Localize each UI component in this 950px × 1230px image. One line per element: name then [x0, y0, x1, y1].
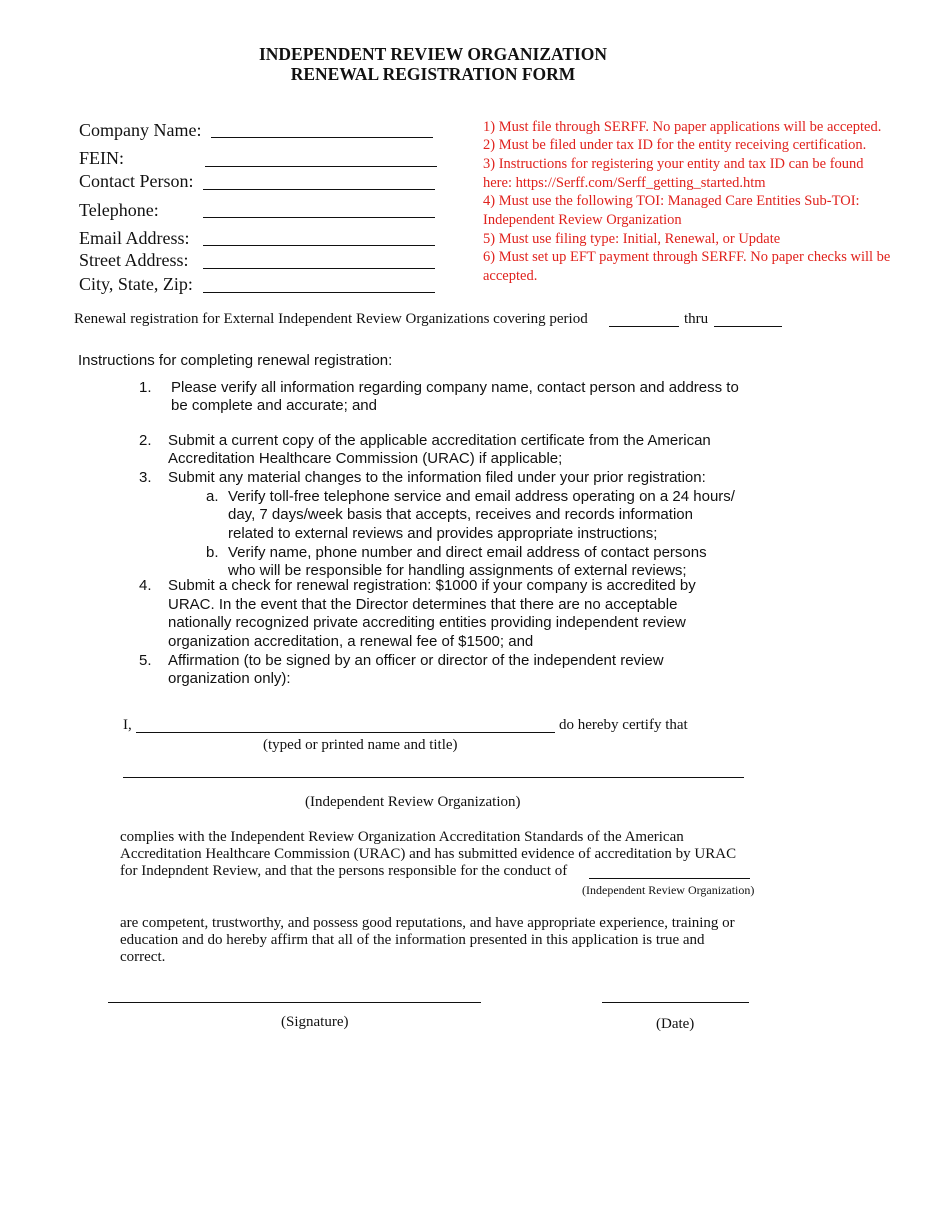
instruction-1-line2: be complete and accurate; and: [171, 397, 377, 414]
instruction-3a-line3: related to external reviews and provides appropriate instructions;: [228, 525, 658, 542]
instructions-heading: Instructions for completing renewal registration:: [78, 352, 393, 369]
contact-person-input[interactable]: [203, 189, 435, 190]
street-address-input[interactable]: [203, 268, 435, 269]
organization-name-input[interactable]: [123, 777, 744, 778]
instruction-4-line3: nationally recognized private accrediting entities providing independent review: [168, 614, 686, 631]
contact-person-label: Contact Person:: [79, 171, 194, 191]
date-caption: (Date): [656, 1016, 695, 1032]
note-line-1: 1) Must file through SERFF. No paper applications will be accepted.: [483, 119, 882, 135]
affirmation-para2-line2: education and do hereby affirm that all of the information presented in this application is true and: [120, 932, 705, 948]
note-line-5: 4) Must use the following TOI: Managed Care Entities Sub-TOI:: [483, 193, 860, 209]
instruction-4-line1: Submit a check for renewal registration: $1000 if your company is accredited by: [168, 577, 696, 594]
fein-label: FEIN:: [79, 148, 124, 168]
instruction-2-number: 2.: [139, 432, 152, 449]
responsible-organization-input[interactable]: [589, 878, 750, 879]
period-end-input[interactable]: [714, 326, 782, 327]
instruction-3-line1: Submit any material changes to the information filed under your prior registration:: [168, 469, 706, 486]
signature-input[interactable]: [108, 1002, 481, 1003]
affirmation-para2-line1: are competent, trustworthy, and possess good reputations, and have appropriate experience, training or: [120, 915, 735, 931]
instruction-3a-line2: day, 7 days/week basis that accepts, receives and records information: [228, 506, 693, 523]
instruction-4-line4: organization accreditation, a renewal fee of $1500; and: [168, 633, 534, 650]
city-state-zip-label: City, State, Zip:: [79, 274, 193, 294]
email-address-label: Email Address:: [79, 228, 190, 248]
instruction-5-line1: Affirmation (to be signed by an officer or director of the independent review: [168, 652, 664, 669]
period-text: Renewal registration for External Independent Review Organizations covering period: [74, 311, 588, 327]
instruction-2-line2: Accreditation Healthcare Commission (URAC) if applicable;: [168, 450, 563, 467]
affirmation-para1-line2: Accreditation Healthcare Commission (URAC) and has submitted evidence of accreditation by URAC: [120, 846, 737, 862]
instruction-3b-line2: who will be responsible for handling assignments of external reviews;: [228, 562, 687, 579]
affirmation-para1-line3: for Indepndent Review, and that the persons responsible for the conduct of: [120, 863, 568, 879]
affirmation-para1-line1: complies with the Independent Review Organization Accreditation Standards of the American: [120, 829, 684, 845]
note-line-8: 6) Must set up EFT payment through SERFF. No paper checks will be: [483, 249, 891, 265]
note-line-7: 5) Must use filing type: Initial, Renewal, or Update: [483, 231, 781, 247]
note-line-6: Independent Review Organization: [483, 212, 682, 228]
instruction-3b-letter: b.: [206, 544, 219, 561]
note-line-3: 3) Instructions for registering your entity and tax ID can be found: [483, 156, 864, 172]
instruction-5-line2: organization only):: [168, 670, 291, 687]
affirmation-para2-line3: correct.: [120, 949, 166, 965]
city-state-zip-input[interactable]: [203, 292, 435, 293]
officer-name-input[interactable]: [136, 732, 555, 733]
company-name-input[interactable]: [211, 137, 433, 138]
instruction-3a-line1: Verify toll-free telephone service and email address operating on a 24 hours/: [228, 488, 735, 505]
instruction-3a-letter: a.: [206, 488, 219, 505]
telephone-label: Telephone:: [79, 200, 159, 220]
instruction-1-line1: Please verify all information regarding company name, contact person and address to: [171, 379, 739, 396]
signature-caption: (Signature): [281, 1014, 349, 1030]
fein-input[interactable]: [205, 166, 437, 167]
note-line-4: here: https://Serff.com/Serff_getting_started.htm: [483, 175, 766, 191]
period-thru: thru: [684, 311, 709, 327]
instruction-1-number: 1.: [139, 379, 152, 396]
name-title-caption: (typed or printed name and title): [263, 737, 458, 753]
instruction-2-line1: Submit a current copy of the applicable accreditation certificate from the American: [168, 432, 711, 449]
instruction-5-number: 5.: [139, 652, 152, 669]
instruction-3-number: 3.: [139, 469, 152, 486]
telephone-input[interactable]: [203, 217, 435, 218]
date-input[interactable]: [602, 1002, 749, 1003]
certify-text: do hereby certify that: [559, 717, 688, 733]
instruction-4-number: 4.: [139, 577, 152, 594]
instruction-3b-line1: Verify name, phone number and direct email address of contact persons: [228, 544, 707, 561]
organization-caption-small: (Independent Review Organization): [582, 883, 755, 897]
company-name-label: Company Name:: [79, 120, 202, 140]
organization-caption: (Independent Review Organization): [305, 794, 521, 810]
form-title-line1: INDEPENDENT REVIEW ORGANIZATION: [258, 44, 608, 64]
instruction-4-line2: URAC. In the event that the Director determines that there are no acceptable: [168, 596, 678, 613]
affirmation-i: I,: [123, 717, 132, 733]
note-line-9: accepted.: [483, 268, 538, 284]
street-address-label: Street Address:: [79, 250, 189, 270]
email-address-input[interactable]: [203, 245, 435, 246]
period-start-input[interactable]: [609, 326, 679, 327]
form-title-line2: RENEWAL REGISTRATION FORM: [290, 64, 576, 84]
note-line-2: 2) Must be filed under tax ID for the entity receiving certification.: [483, 137, 867, 153]
